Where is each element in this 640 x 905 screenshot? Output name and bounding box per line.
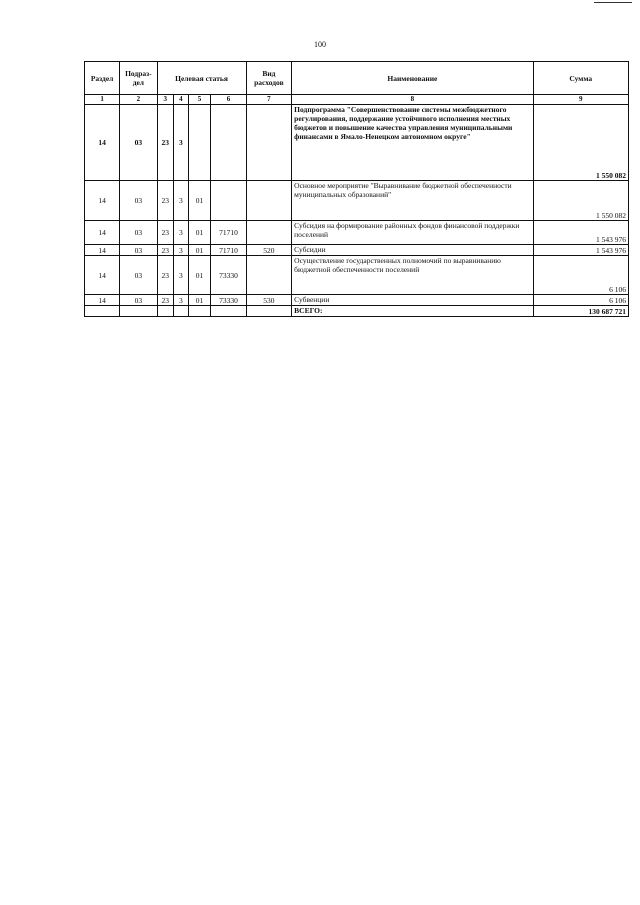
header-name: Наименование: [292, 62, 533, 95]
column-number: 8: [292, 95, 533, 105]
total-sum: 130 687 721: [533, 306, 628, 317]
cell-target-direction: [211, 105, 246, 181]
header-vid: Вид расходов: [246, 62, 292, 95]
cell-target-subprogram: 3: [174, 256, 189, 295]
page-number: 100: [314, 40, 326, 49]
cell-target-subprogram: 3: [174, 295, 189, 306]
cell-podrazdel: 03: [120, 245, 157, 256]
cell-razdel: 14: [85, 181, 120, 221]
cell-empty: [157, 306, 174, 317]
cell-target-event: 01: [188, 245, 211, 256]
cell-vid: 520: [246, 245, 292, 256]
cell-target-direction: 71710: [211, 245, 246, 256]
cell-target-subprogram: 3: [174, 221, 189, 245]
cell-target-program: 23: [157, 256, 174, 295]
cell-name: Основное мероприятие "Выравнивание бюджетной обеспеченности муниципальных образований": [292, 181, 533, 221]
cell-target-direction: 73330: [211, 256, 246, 295]
cell-target-subprogram: 3: [174, 105, 189, 181]
table-row: [85, 256, 629, 295]
cell-empty: [246, 306, 292, 317]
cell-name: Субсидии: [292, 245, 533, 256]
cell-podrazdel: 03: [120, 221, 157, 245]
column-number: 9: [533, 95, 628, 105]
corner-mark: [594, 2, 632, 3]
header-sum: Сумма: [533, 62, 628, 95]
cell-name: Подпрограмма "Совершенствование системы межбюджетного регулирования, поддержание устойчивого исполнения местных бюджетов и повышение качества управления муниципальными финансами в Ямало-Ненецком автономном округе": [292, 105, 533, 181]
total-row: [85, 306, 629, 317]
column-numbers-row: [85, 95, 629, 105]
cell-empty: [120, 306, 157, 317]
cell-target-program: 23: [157, 221, 174, 245]
cell-razdel: 14: [85, 105, 120, 181]
cell-podrazdel: 03: [120, 256, 157, 295]
cell-podrazdel: 03: [120, 295, 157, 306]
cell-sum: 1 543 976: [533, 221, 628, 245]
cell-target-event: 01: [188, 295, 211, 306]
cell-target-direction: [211, 181, 246, 221]
table-row: [85, 105, 629, 181]
cell-sum: 1 550 082: [533, 105, 628, 181]
budget-table: [84, 61, 629, 317]
cell-razdel: 14: [85, 221, 120, 245]
cell-target-subprogram: 3: [174, 245, 189, 256]
cell-sum: 6 106: [533, 256, 628, 295]
cell-target-event: 01: [188, 181, 211, 221]
column-number: 5: [188, 95, 211, 105]
cell-name: Субвенции: [292, 295, 533, 306]
cell-vid: [246, 105, 292, 181]
cell-target-event: [188, 105, 211, 181]
table-row: [85, 181, 629, 221]
cell-target-direction: 73330: [211, 295, 246, 306]
cell-target-program: 23: [157, 181, 174, 221]
cell-sum: 1 550 082: [533, 181, 628, 221]
column-number: 1: [85, 95, 120, 105]
cell-target-program: 23: [157, 245, 174, 256]
column-number: 7: [246, 95, 292, 105]
cell-podrazdel: 03: [120, 181, 157, 221]
cell-target-program: 23: [157, 105, 174, 181]
cell-sum: 6 106: [533, 295, 628, 306]
cell-target-direction: 71710: [211, 221, 246, 245]
cell-razdel: 14: [85, 245, 120, 256]
cell-vid: [246, 221, 292, 245]
column-number: 4: [174, 95, 189, 105]
header-razdel: Раздел: [85, 62, 120, 95]
table-row: [85, 245, 629, 256]
header-target: Целевая статья: [157, 62, 246, 95]
cell-vid: 530: [246, 295, 292, 306]
column-number: 3: [157, 95, 174, 105]
column-number: 6: [211, 95, 246, 105]
cell-empty: [211, 306, 246, 317]
cell-empty: [85, 306, 120, 317]
table-row: [85, 221, 629, 245]
cell-sum: 1 543 976: [533, 245, 628, 256]
cell-razdel: 14: [85, 295, 120, 306]
cell-vid: [246, 181, 292, 221]
cell-target-event: 01: [188, 221, 211, 245]
cell-target-event: 01: [188, 256, 211, 295]
total-label: ВСЕГО:: [292, 306, 533, 317]
cell-podrazdel: 03: [120, 105, 157, 181]
header-podrazdel: Подраз- дел: [120, 62, 157, 95]
cell-target-program: 23: [157, 295, 174, 306]
cell-name: Осуществление государственных полномочий по выравниванию бюджетной обеспеченности поселений: [292, 256, 533, 295]
cell-razdel: 14: [85, 256, 120, 295]
cell-empty: [174, 306, 189, 317]
table-row: [85, 295, 629, 306]
cell-name: Субсидия на формирование районных фондов финансовой поддержки поселений: [292, 221, 533, 245]
cell-empty: [188, 306, 211, 317]
cell-vid: [246, 256, 292, 295]
cell-target-subprogram: 3: [174, 181, 189, 221]
column-number: 2: [120, 95, 157, 105]
